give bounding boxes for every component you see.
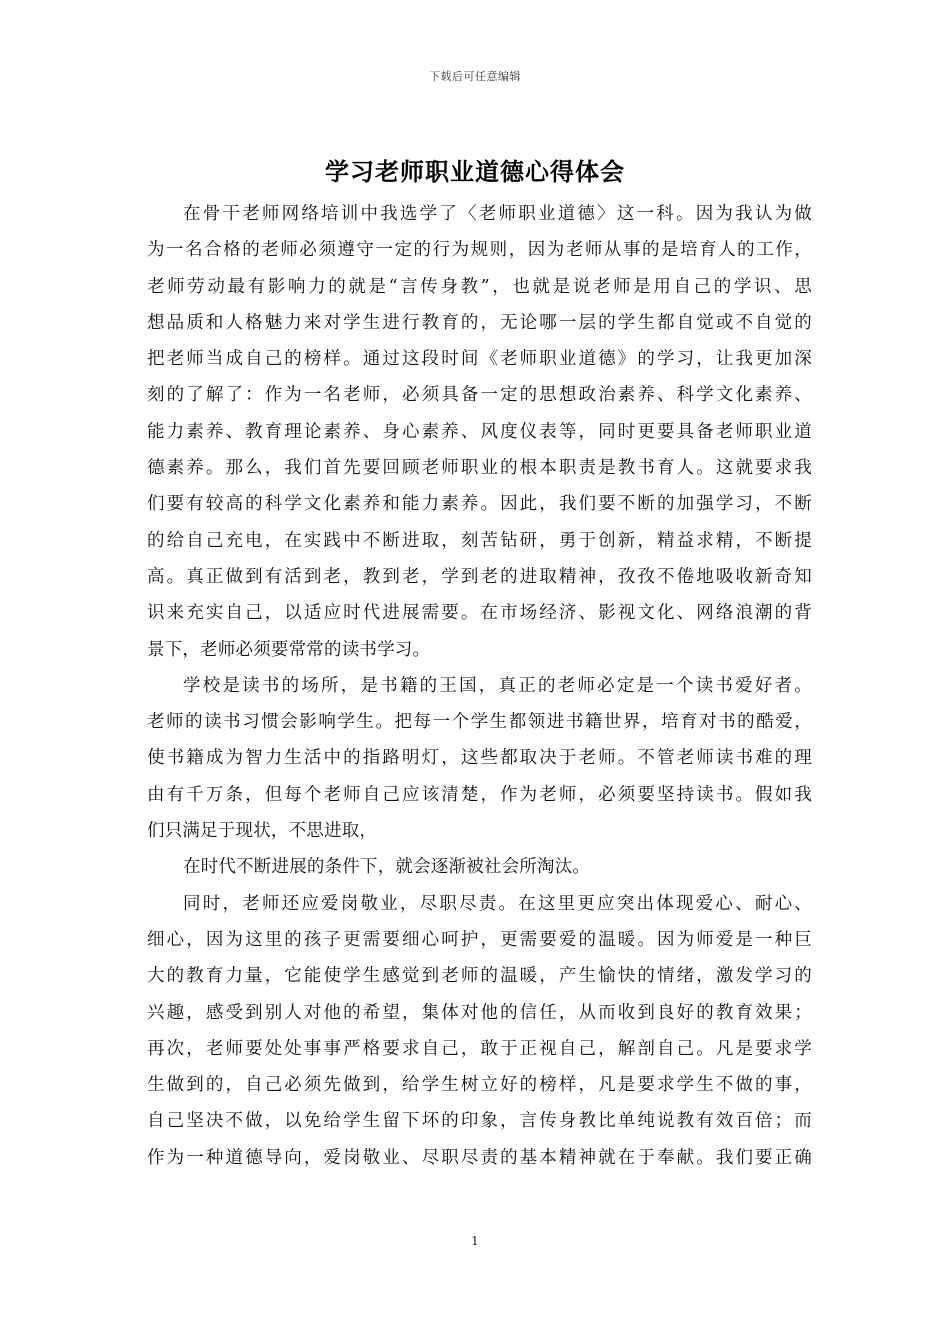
text-line: 想品质和人格魅力来对学生进行教育的，无论哪一层的学生都自觉或不自觉的	[147, 312, 812, 333]
page-number: 1	[471, 1234, 479, 1248]
text-line: 学校是读书的场所，是书籍的王国，真正的老师必定是一个读书爱好者。	[183, 675, 812, 696]
text-line: 高。真正做到有活到老，教到老，学到老的进取精神，孜孜不倦地吸收新奇知	[147, 566, 812, 587]
text-line: 们只满足于现状，不思进取，	[147, 821, 378, 842]
text-line: 景下，老师必须要常常的读书学习。	[147, 639, 431, 660]
paragraph	[147, 886, 812, 1176]
text-line: 自己坚决不做，以免给学生留下坏的印象，言传身教比单纯说教有效百倍；而	[147, 1111, 812, 1132]
text-line: 使书籍成为智力生活中的指路明灯，这些都取决于老师。不管老师读书难的理	[147, 748, 812, 769]
text-line: 同时，老师还应爱岗敬业，尽职尽责。在这里更应突出体现爱心、耐心、	[183, 893, 812, 914]
document-body	[147, 196, 812, 1176]
paragraph	[147, 196, 812, 668]
text-line: 的给自己充电，在实践中不断进取，刻苦钻研，勇于创新，精益求精，不断提	[147, 530, 812, 551]
text-line: 老师的读书习惯会影响学生。把每一个学生都领进书籍世界，培育对书的酷爱，	[147, 712, 812, 733]
text-line: 老师劳动最有影响力的就是“言传身教”，也就是说老师是用自己的学识、思	[147, 276, 812, 297]
text-line: 生做到的，自己必须先做到，给学生树立好的榜样，凡是要求学生不做的事，	[147, 1075, 812, 1096]
text-line: 在时代不断进展的条件下，就会逐渐被社会所淘汰。	[183, 857, 591, 878]
text-line: 为一名合格的老师必须遵守一定的行为规则，因为老师从事的是培育人的工作，	[147, 240, 812, 261]
text-line: 们要有较高的科学文化素养和能力素养。因此，我们要不断的加强学习，不断	[147, 494, 812, 515]
text-line: 识来充实自己，以适应时代进展需要。在市场经济、影视文化、网络浪潮的背	[147, 603, 812, 624]
text-line: 把老师当成自己的榜样。通过这段时间《老师职业道德》的学习，让我更加深	[147, 349, 812, 370]
text-line: 德素养。那么，我们首先要回顾老师职业的根本职责是教书育人。这就要求我	[147, 458, 812, 479]
paragraph	[147, 668, 812, 849]
paragraph	[147, 849, 812, 885]
header-note: 下载后可任意编辑	[429, 70, 521, 83]
text-line: 作为一种道德导向，爱岗敬业、尽职尽责的基本精神就在于奉献。我们要正确	[147, 1147, 812, 1168]
text-line: 刻的了解了：作为一名老师，必须具备一定的思想政治素养、科学文化素养、	[147, 385, 812, 406]
document-title: 学习老师职业道德心得体会	[325, 157, 625, 186]
text-line: 能力素养、教育理论素养、身心素养、风度仪表等，同时更要具备老师职业道	[147, 421, 812, 442]
text-line: 由有千万条，但每个老师自己应该清楚，作为老师，必须要坚持读书。假如我	[147, 784, 812, 805]
text-line: 细心，因为这里的孩子更需要细心呵护，更需要爱的温暖。因为师爱是一种巨	[147, 929, 812, 950]
text-line: 再次，老师要处处事事严格要求自己，敢于正视自己，解剖自己。凡是要求学	[147, 1038, 812, 1059]
text-line: 兴趣，感受到别人对他的希望，集体对他的信任，从而收到良好的教育效果；	[147, 1002, 812, 1023]
text-line: 大的教育力量，它能使学生感觉到老师的温暖，产生愉快的情绪，激发学习的	[147, 966, 812, 987]
text-line: 在骨干老师网络培训中我选学了〈老师职业道德〉这一科。因为我认为做	[183, 204, 812, 224]
